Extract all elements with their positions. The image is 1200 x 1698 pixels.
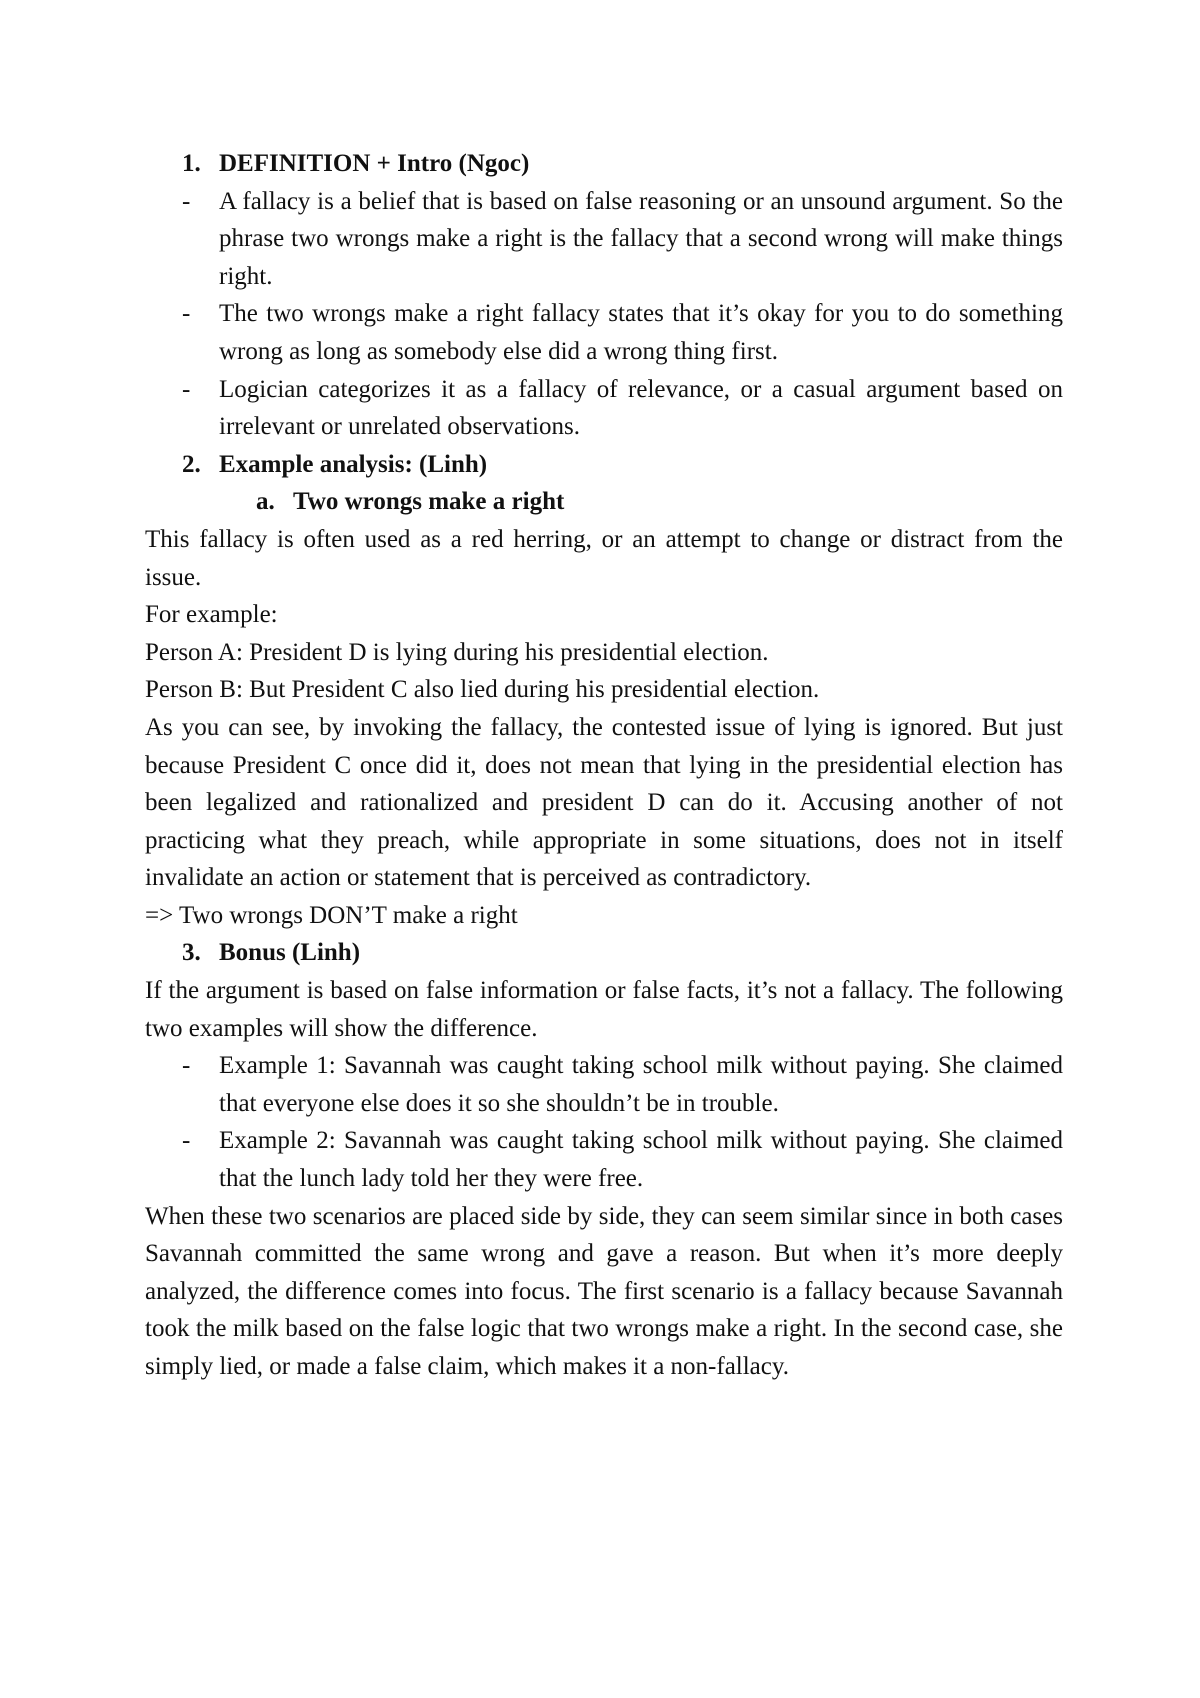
bullet-dash: - bbox=[182, 187, 191, 215]
section-3-heading bbox=[145, 934, 1063, 972]
section-3-closing: When these two scenarios are placed side by side, they can seem similar since in both cases Savannah committed the same wrong and gave a reason. But when it’s more deeply analyzed, the difference comes into focus. The first scenario is a fallacy because Savannah took the milk based on the false logic that two wrongs make a right. In the second case, she simply lied, or made a false claim, which makes it a non-fallacy. bbox=[145, 1202, 1063, 1380]
document-body bbox=[145, 145, 1063, 1386]
bullet-dash: - bbox=[182, 1052, 191, 1080]
section-1-heading bbox=[145, 145, 1063, 183]
person-b-statement: Person B: But President C also lied during his presidential election. bbox=[145, 676, 820, 704]
bullet-dash: - bbox=[182, 300, 191, 328]
bullet-text: Example 1: Savannah was caught taking school milk without paying. She claimed that everyone else does it so she shouldn’t be in trouble. bbox=[219, 1052, 1063, 1117]
section-1-bullet-1 bbox=[145, 183, 1063, 296]
for-example-label: For example: bbox=[145, 601, 278, 629]
section-2-title: Example analysis: (Linh) bbox=[219, 450, 488, 478]
section-2-heading bbox=[145, 446, 1063, 484]
section-2-number: 2. bbox=[182, 450, 201, 478]
section-1-number: 1. bbox=[182, 150, 201, 177]
section-2a-title: Two wrongs make a right bbox=[293, 488, 565, 516]
section-3-example-2 bbox=[145, 1122, 1063, 1197]
section-2a-heading bbox=[145, 483, 1063, 521]
section-1-bullet-3 bbox=[145, 371, 1063, 446]
section-3-example-1 bbox=[145, 1047, 1063, 1122]
section-2-conclusion: => Two wrongs DON’T make a right bbox=[145, 901, 518, 929]
section-1-bullet-2 bbox=[145, 295, 1063, 370]
bullet-text: A fallacy is a belief that is based on false reasoning or an unsound argument. So the phrase two wrongs make a right is the fallacy that a second wrong will make things right. bbox=[219, 187, 1063, 290]
bullet-text: Logician categorizes it as a fallacy of relevance, or a casual argument based on irrelevant or unrelated observations. bbox=[219, 375, 1063, 441]
bullet-text: Example 2: Savannah was caught taking school milk without paying. She claimed that the lunch lady told her they were free. bbox=[219, 1127, 1063, 1193]
section-2-intro: This fallacy is often used as a red herring, or an attempt to change or distract from the issue. bbox=[145, 525, 1063, 591]
person-a-statement: Person A: President D is lying during his presidential election. bbox=[145, 638, 769, 666]
bullet-text: The two wrongs make a right fallacy states that it’s okay for you to do something wrong as long as somebody else did a wrong thing first. bbox=[219, 300, 1063, 365]
bullet-dash: - bbox=[182, 375, 191, 403]
section-1-title: DEFINITION + Intro (Ngoc) bbox=[219, 150, 530, 177]
section-3-number: 3. bbox=[182, 939, 201, 967]
section-3-title: Bonus (Linh) bbox=[219, 939, 361, 967]
section-3-intro: If the argument is based on false information or false facts, it’s not a fallacy. The following two examples will show the difference. bbox=[145, 977, 1063, 1042]
section-2-analysis: As you can see, by invoking the fallacy, the contested issue of lying is ignored. But just because President C once did it, does not mean that lying in the presidential election has been legalized and rationalized and president D can do it. Accusing another of not practicing what they preach, while appropriate in some situations, does not in itself invalidate an action or statement that is perceived as contradictory. bbox=[145, 713, 1063, 892]
bullet-dash: - bbox=[182, 1127, 191, 1155]
section-2a-number: a. bbox=[256, 488, 275, 516]
